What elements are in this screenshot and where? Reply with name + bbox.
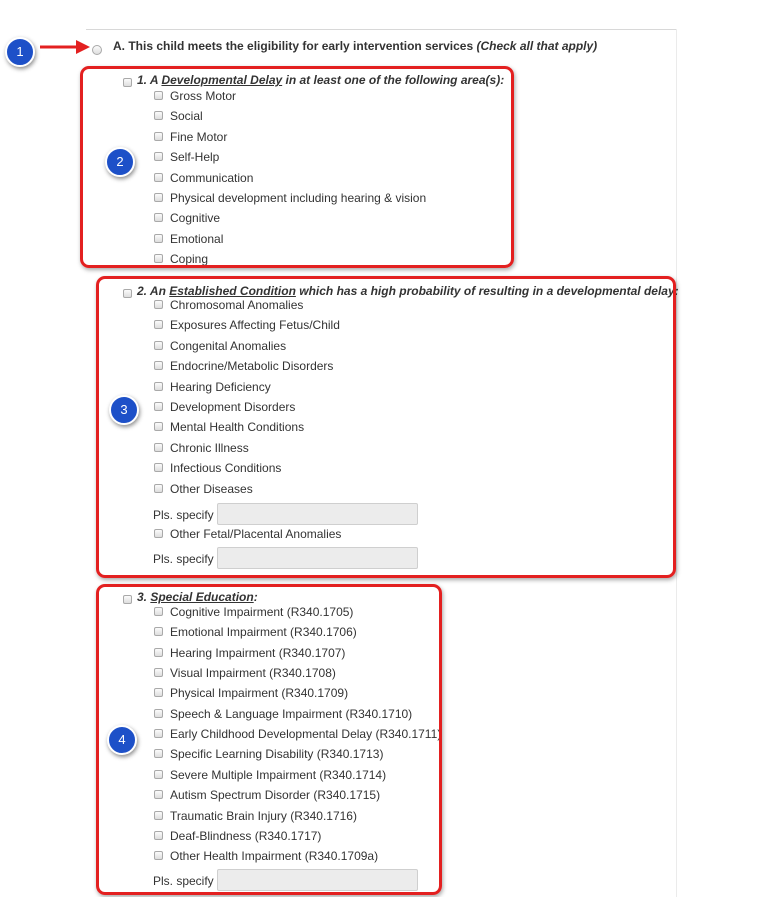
checkbox-label: Autism Spectrum Disorder (R340.1715)	[170, 788, 381, 803]
checkbox-label: Cognitive Impairment (R340.1705)	[170, 605, 354, 619]
checkbox-label: Visual Impairment (R340.1708)	[170, 666, 336, 681]
header-prefix: 3.	[137, 590, 151, 604]
checkbox-label: Hearing Deficiency	[170, 379, 271, 394]
checkbox-label: Endocrine/Metabolic Disorders	[170, 359, 334, 374]
specify-label: Pls. specify	[153, 874, 214, 888]
special-education-link[interactable]: Special Education	[150, 590, 254, 604]
checkbox-label: Gross Motor	[170, 89, 237, 103]
checkbox-label: Communication	[170, 170, 254, 185]
checkbox-label: Hearing Impairment (R340.1707)	[170, 645, 346, 660]
checkbox-label: Deaf-Blindness (R340.1717)	[170, 828, 322, 843]
callout-badge-2: 2	[105, 147, 135, 177]
checkbox-label: Physical Impairment (R340.1709)	[170, 686, 349, 701]
callout-badge-1: 1	[5, 37, 35, 67]
header-prefix: 2. An	[137, 284, 170, 298]
right-divider	[676, 29, 677, 897]
eligibility-question-hint: (Check all that apply)	[476, 39, 598, 53]
callout-badge-3: 3	[109, 395, 139, 425]
checkbox-label: Development Disorders	[170, 400, 296, 414]
checkbox-label: Specific Learning Disability (R340.1713)	[170, 747, 384, 762]
highlight-box-4	[96, 584, 442, 895]
developmental-delay-link[interactable]: Developmental Delay	[161, 73, 283, 87]
checkbox-label: Coping	[170, 252, 209, 267]
checkbox-label: Severe Multiple Impairment (R340.1714)	[170, 767, 387, 782]
checkbox-label: Emotional	[170, 231, 224, 246]
checkbox-label: Fine Motor	[170, 129, 228, 144]
checkbox-label: Cognitive	[170, 211, 221, 226]
checkbox-label: Physical development including hearing & vision	[170, 191, 427, 205]
callout-badge-4: 4	[107, 725, 137, 755]
checkbox-label: Social	[170, 109, 203, 124]
header-suffix: in at least one of the following area(s):	[282, 73, 505, 87]
checkbox-label: Other Health Impairment (R340.1709a)	[170, 849, 379, 864]
eligibility-question-label: A. This child meets the eligibility for early intervention services	[113, 39, 474, 53]
established-condition-link[interactable]: Established Condition	[169, 284, 296, 298]
header-suffix: :	[253, 590, 258, 604]
checkbox-label: Early Childhood Developmental Delay (R340.1711)	[170, 727, 442, 742]
checkbox-label: Other Fetal/Placental Anomalies	[170, 527, 342, 541]
arrow-icon	[38, 36, 94, 58]
top-divider	[86, 29, 676, 30]
checkbox-label: Exposures Affecting Fetus/Child	[170, 318, 340, 333]
checkbox-label: Chronic Illness	[170, 440, 249, 455]
header-suffix: which has a high probability of resulting in a developmental delay:	[295, 284, 679, 298]
checkbox-label: Chromosomal Anomalies	[170, 298, 304, 312]
checkbox-label: Congenital Anomalies	[170, 338, 287, 353]
checkbox-label: Traumatic Brain Injury (R340.1716)	[170, 808, 357, 823]
highlight-box-2	[80, 66, 514, 268]
specify-label: Pls. specify	[153, 508, 214, 522]
checkbox-label: Mental Health Conditions	[170, 420, 305, 435]
header-prefix: 1. A	[137, 73, 162, 87]
highlight-box-3	[96, 276, 676, 578]
eligibility-question	[113, 39, 597, 53]
specify-label: Pls. specify	[153, 552, 214, 566]
checkbox-label: Other Diseases	[170, 481, 253, 496]
checkbox-label: Infectious Conditions	[170, 461, 282, 476]
checkbox-label: Self-Help	[170, 150, 220, 165]
checkbox-label: Emotional Impairment (R340.1706)	[170, 625, 357, 640]
checkbox-label: Speech & Language Impairment (R340.1710)	[170, 706, 413, 721]
